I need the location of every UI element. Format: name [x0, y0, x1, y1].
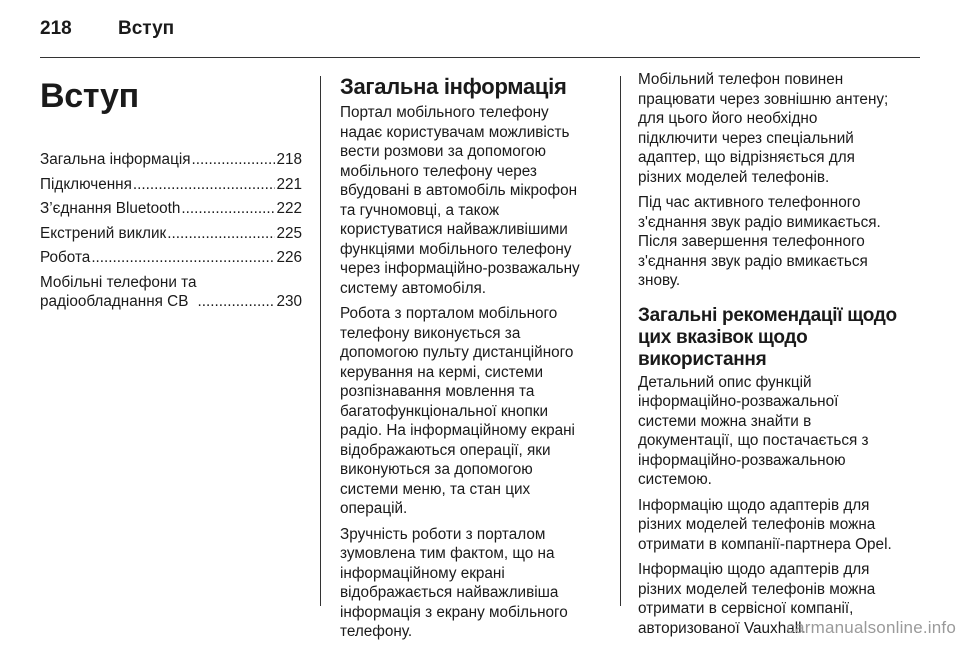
watermark: carmanualsonline.info — [786, 618, 956, 637]
section-heading: Загальна інформація — [340, 74, 567, 99]
toc-item-label: Загальна інформація — [40, 151, 191, 168]
body-paragraph: Інформацію щодо адаптерів для різних моделей телефонів можна отримати в сервісної компанії, авторизованої Vauxhall. — [638, 561, 876, 637]
toc-item-page: 225 — [276, 224, 302, 242]
toc-item-page: 221 — [276, 175, 302, 193]
toc-item-label: Підключення — [40, 175, 132, 193]
toc-item-label: Екстрений виклик — [40, 224, 167, 242]
toc-leader-dots — [91, 248, 275, 268]
column-divider — [620, 76, 621, 606]
running-title: Вступ — [118, 18, 175, 39]
toc-item[interactable] — [40, 224, 302, 244]
page-header — [40, 18, 174, 48]
toc-item[interactable] — [40, 199, 302, 219]
toc-leader-dots — [192, 150, 276, 170]
general-info-column — [340, 70, 602, 648]
header-divider — [40, 57, 920, 58]
toc-item-label: Робота — [40, 249, 91, 266]
toc-column — [40, 70, 302, 317]
toc-list — [40, 150, 302, 312]
toc-item-page: 230 — [276, 293, 302, 310]
toc-leader-dots — [198, 292, 276, 312]
body-paragraph: Зручність роботи з порталом зумовлена тим фактом, що на інформаційному екрані відображається найважливіша інформація з екрану мобільного телефону. — [340, 525, 568, 640]
toc-item-page: 218 — [276, 151, 302, 168]
toc-leader-dots — [133, 175, 276, 195]
right-column — [638, 70, 918, 644]
toc-leader-dots — [167, 224, 275, 244]
toc-item[interactable] — [40, 248, 302, 268]
body-paragraph: Мобільний телефон повинен працювати через зовнішню антену; для цього його необхідно підключити через спеціальний адаптер, що відрізняється для різних моделей телефонів. — [638, 71, 889, 186]
column-divider — [320, 76, 321, 606]
toc-item[interactable] — [40, 150, 302, 170]
body-paragraph: Портал мобільного телефону надає користувачам можливість вести розмови за допомогою мобільного телефону через вбудовані в автомобіль мікрофон та гучномовці, а також користуватися найважливішими функціями мобільного телефону через інформаційно-розважальну систему автомобіля. — [340, 104, 580, 297]
body-paragraph: Робота з порталом мобільного телефону виконується за допомогою пульту дистанційного керування на кермі, системи розпізнавання мовлення та багатофункціональної кнопки радіо. На інформаційному екрані відображаються операції, яки виконуються за допомогою системи меню, та стан цих операцій. — [340, 305, 575, 517]
body-paragraph: Детальний опис функцій інформаційно-розважальної системи можна знайти в документації, що постачається з інформаційно-розважальною системою. — [638, 373, 869, 488]
toc-item[interactable] — [40, 175, 302, 195]
body-paragraph: Інформацію щодо адаптерів для різних моделей телефонів можна отримати в компанії-партнера Opel. — [638, 496, 892, 553]
subsection-heading: Загальні рекомендації щодо цих вказівок щодо використання — [638, 304, 897, 370]
toc-item-label: Мобільні телефони та радіообладнання CB — [40, 273, 197, 310]
body-paragraph: Під час активного телефонного з'єднання звук радіо вимикається. Після завершення телефонного з'єднання звук радіо вмикається знову. — [638, 194, 881, 289]
toc-item-page: 226 — [276, 249, 302, 266]
chapter-title: Вступ — [40, 77, 139, 115]
toc-leader-dots — [181, 199, 275, 219]
toc-item-page: 222 — [276, 200, 302, 217]
toc-item-label: З’єднання Bluetooth — [40, 200, 181, 217]
toc-item[interactable] — [40, 273, 302, 312]
page-number: 218 — [40, 18, 72, 39]
